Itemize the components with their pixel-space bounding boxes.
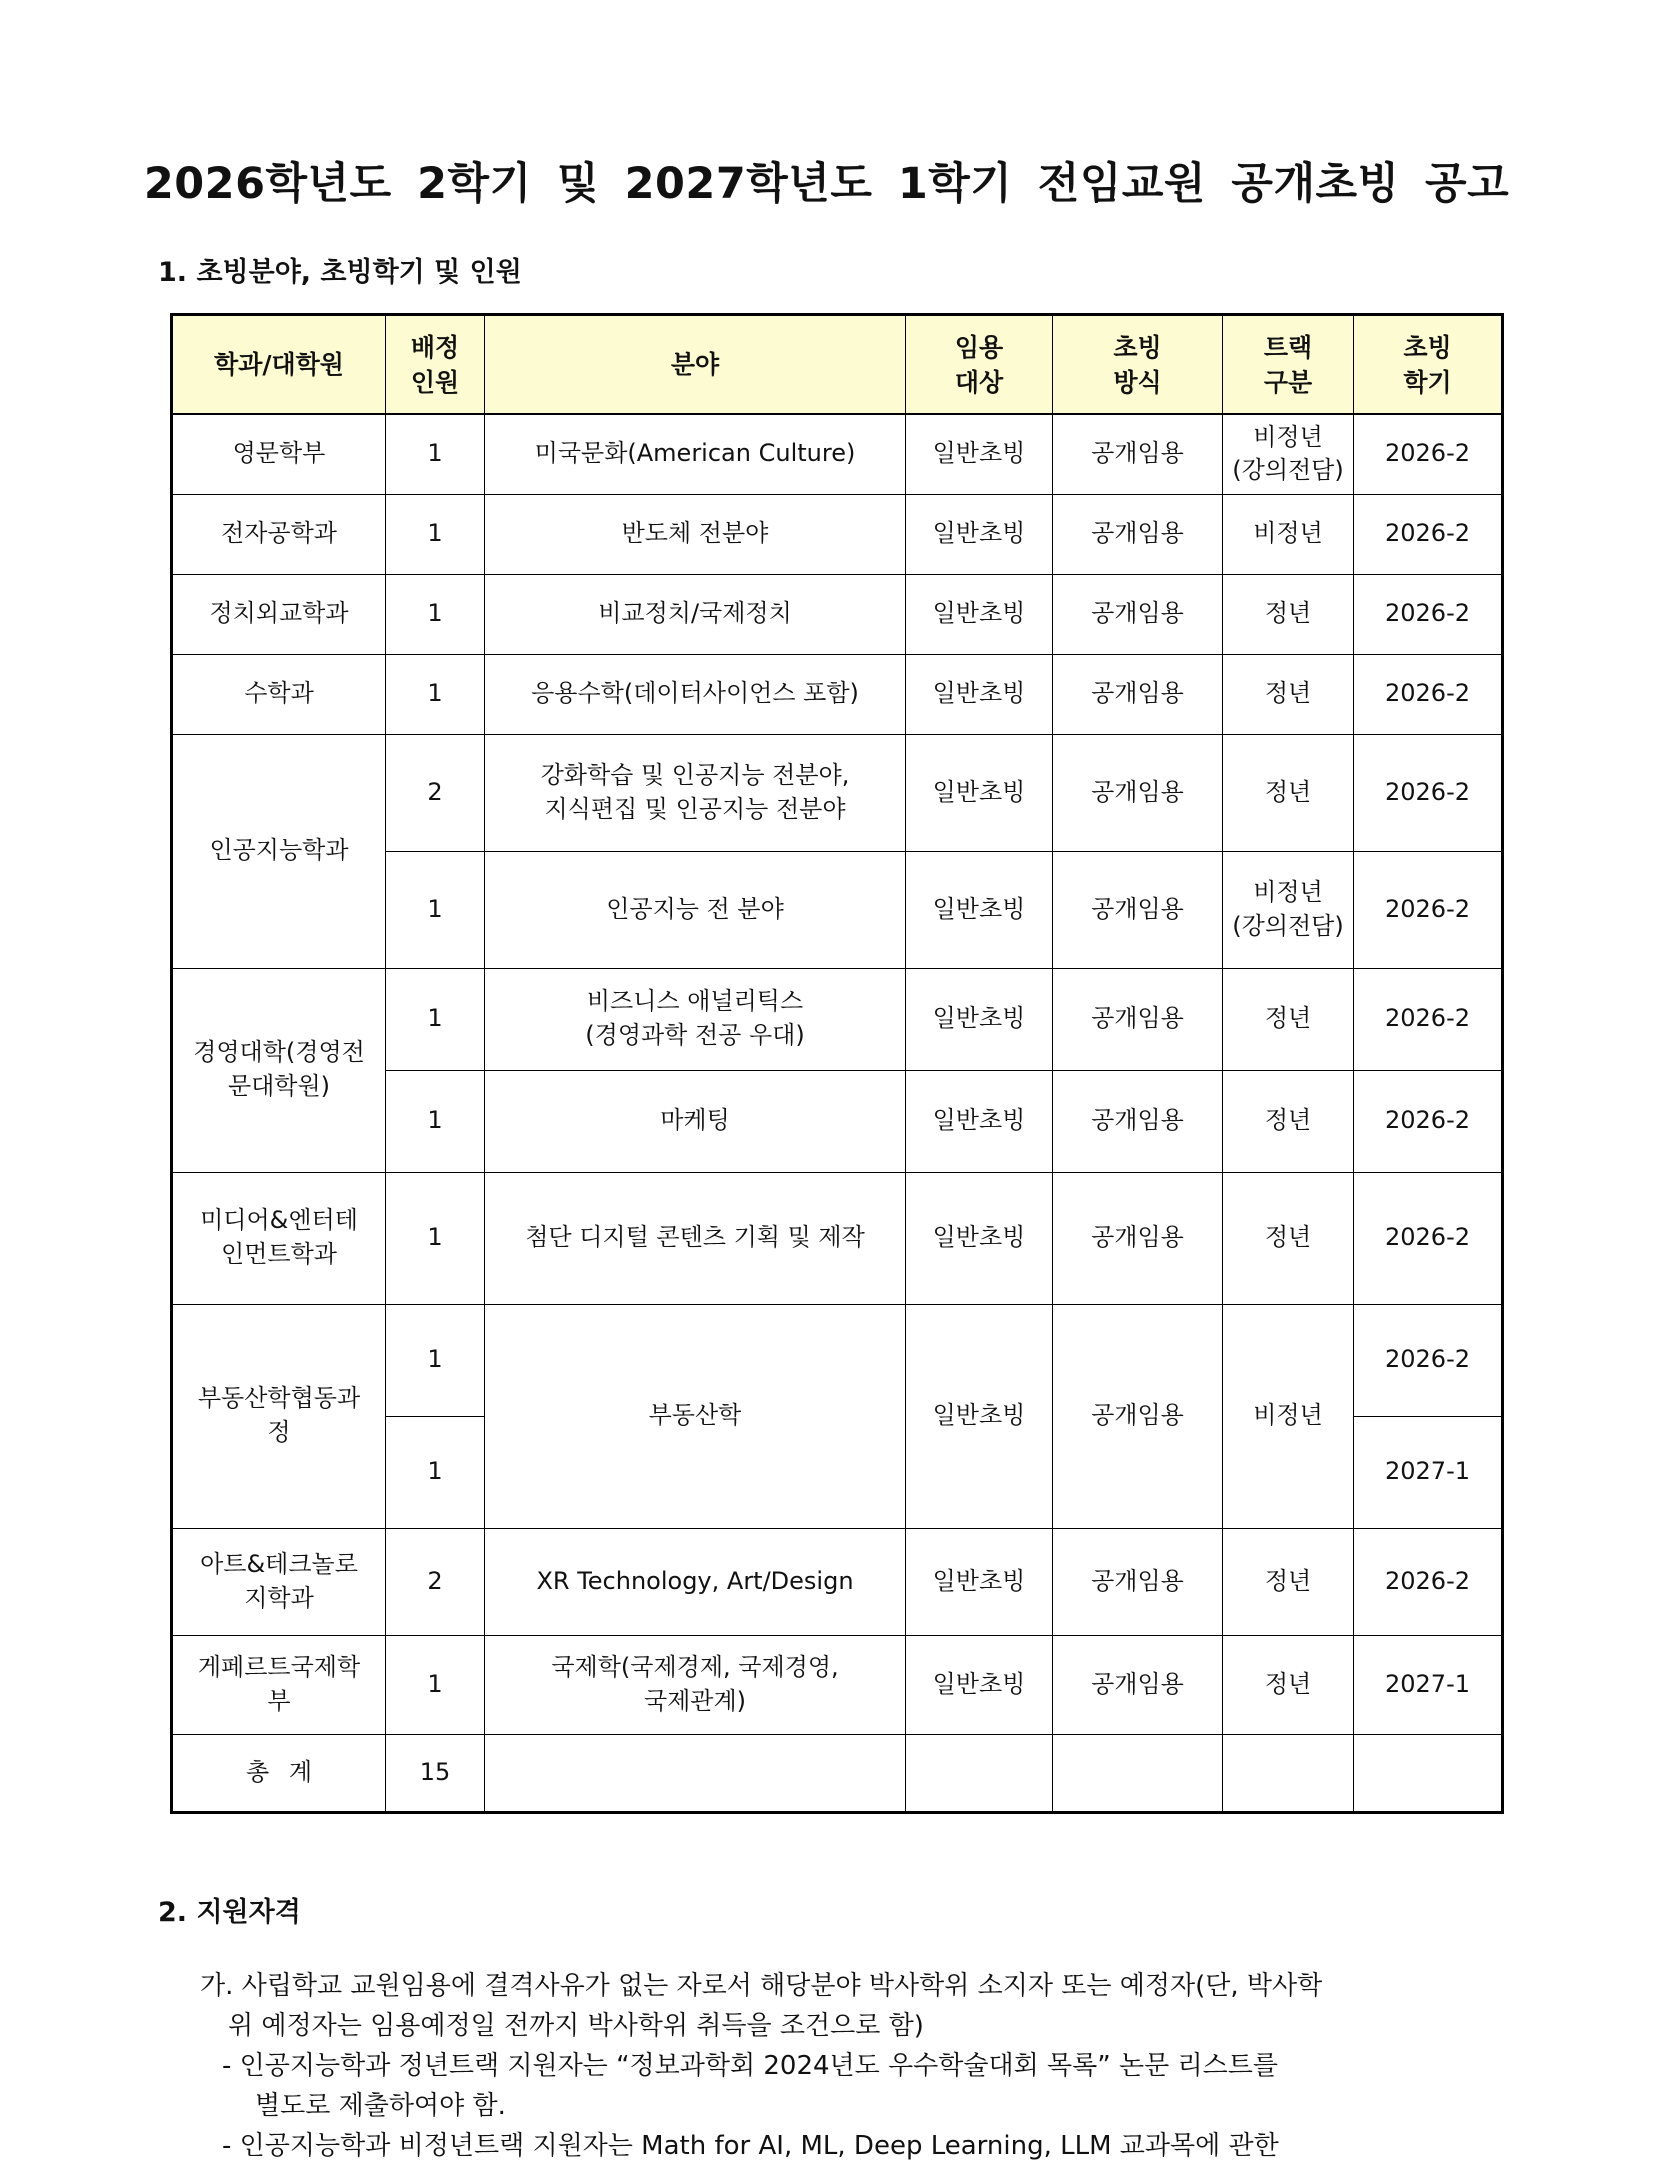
cell-target: 일반초빙 — [906, 968, 1053, 1070]
total-count: 15 — [386, 1734, 485, 1812]
cell-track: 정년 — [1223, 968, 1354, 1070]
section-1-heading: 1. 초빙분야, 초빙학기 및 인원 — [158, 257, 522, 288]
table-total-row — [172, 1734, 1503, 1812]
cell-method: 공개임용 — [1053, 654, 1223, 734]
cell-count: 1 — [386, 1070, 485, 1172]
cell-field: 미국문화(American Culture) — [485, 414, 906, 494]
cell-field: 마케팅 — [485, 1070, 906, 1172]
cell-method: 공개임용 — [1053, 414, 1223, 494]
header-target: 임용 대상 — [906, 315, 1053, 415]
cell-track: 비정년 (강의전담) — [1223, 414, 1354, 494]
cell-field: 반도체 전분야 — [485, 494, 906, 574]
table-row — [172, 494, 1503, 574]
cell-method: 공개임용 — [1053, 1304, 1223, 1528]
cell-count: 1 — [386, 968, 485, 1070]
cell-track: 정년 — [1223, 1172, 1354, 1304]
cell-dept: 영문학부 — [172, 414, 386, 494]
cell-method: 공개임용 — [1053, 734, 1223, 851]
cell-count: 1 — [386, 414, 485, 494]
cell-target: 일반초빙 — [906, 1172, 1053, 1304]
header-method: 초빙 방식 — [1053, 315, 1223, 415]
cell-track: 비정년 — [1223, 1304, 1354, 1528]
cell-term: 2026-2 — [1354, 574, 1503, 654]
qualification-ga-line2: 위 예정자는 임용예정일 전까지 박사학위 취득을 조건으로 함) — [228, 2011, 924, 2041]
cell-term: 2026-2 — [1354, 734, 1503, 851]
cell-target: 일반초빙 — [906, 494, 1053, 574]
cell-term: 2027-1 — [1354, 1635, 1503, 1734]
header-count: 배정 인원 — [386, 315, 485, 415]
cell-method: 공개임용 — [1053, 574, 1223, 654]
cell-count: 1 — [386, 1416, 485, 1528]
cell-term: 2026-2 — [1354, 968, 1503, 1070]
cell-count: 1 — [386, 574, 485, 654]
table-row — [172, 1172, 1503, 1304]
header-dept: 학과/대학원 — [172, 315, 386, 415]
section-2-heading: 2. 지원자격 — [158, 1897, 301, 1928]
table-row — [172, 1304, 1503, 1416]
cell-count: 2 — [386, 1528, 485, 1635]
cell-target: 일반초빙 — [906, 414, 1053, 494]
cell-field: 인공지능 전 분야 — [485, 851, 906, 968]
cell-field: XR Technology, Art/Design — [485, 1528, 906, 1635]
cell-track: 비정년 (강의전담) — [1223, 851, 1354, 968]
cell-dept: 미디어&엔터테 인먼트학과 — [172, 1172, 386, 1304]
cell-count: 1 — [386, 654, 485, 734]
qualification-dash1-line2: 별도로 제출하여야 함. — [255, 2091, 506, 2121]
total-empty-cell — [1053, 1734, 1223, 1812]
cell-dept: 인공지능학과 — [172, 734, 386, 968]
cell-target: 일반초빙 — [906, 851, 1053, 968]
cell-count: 1 — [386, 494, 485, 574]
header-track: 트랙 구분 — [1223, 315, 1354, 415]
cell-term: 2026-2 — [1354, 1070, 1503, 1172]
qualification-dash1-line1: - 인공지능학과 정년트랙 지원자는 “정보과학회 2024년도 우수학술대회 목록” 논문 리스트를 — [222, 2051, 1278, 2081]
cell-dept: 아트&테크놀로 지학과 — [172, 1528, 386, 1635]
cell-track: 정년 — [1223, 654, 1354, 734]
cell-field: 첨단 디지털 콘텐츠 기획 및 제작 — [485, 1172, 906, 1304]
cell-term: 2026-2 — [1354, 851, 1503, 968]
table-row — [172, 414, 1503, 494]
cell-target: 일반초빙 — [906, 1304, 1053, 1528]
cell-dept: 전자공학과 — [172, 494, 386, 574]
table-row — [172, 1528, 1503, 1635]
cell-target: 일반초빙 — [906, 1070, 1053, 1172]
cell-count: 1 — [386, 1304, 485, 1416]
cell-target: 일반초빙 — [906, 1635, 1053, 1734]
cell-count: 1 — [386, 851, 485, 968]
header-field: 분야 — [485, 315, 906, 415]
cell-method: 공개임용 — [1053, 1528, 1223, 1635]
cell-method: 공개임용 — [1053, 1635, 1223, 1734]
cell-target: 일반초빙 — [906, 574, 1053, 654]
total-label: 총 계 — [172, 1734, 386, 1812]
total-empty-cell — [906, 1734, 1053, 1812]
table-row — [172, 574, 1503, 654]
cell-term: 2026-2 — [1354, 494, 1503, 574]
cell-method: 공개임용 — [1053, 494, 1223, 574]
qualification-dash2-line1: - 인공지능학과 비정년트랙 지원자는 Math for AI, ML, Deep Learning, LLM 교과목에 관한 — [222, 2131, 1279, 2161]
recruitment-table — [170, 313, 1504, 1814]
cell-dept: 경영대학(경영전 문대학원) — [172, 968, 386, 1172]
cell-field: 국제학(국제경제, 국제경영, 국제관계) — [485, 1635, 906, 1734]
cell-dept: 정치외교학과 — [172, 574, 386, 654]
cell-target: 일반초빙 — [906, 734, 1053, 851]
total-empty-cell — [1223, 1734, 1354, 1812]
cell-dept: 수학과 — [172, 654, 386, 734]
cell-field: 비교정치/국제정치 — [485, 574, 906, 654]
cell-field: 비즈니스 애널리틱스 (경영과학 전공 우대) — [485, 968, 906, 1070]
total-empty-cell — [1354, 1734, 1503, 1812]
cell-dept: 게페르트국제학 부 — [172, 1635, 386, 1734]
table-row — [172, 734, 1503, 851]
total-empty-cell — [485, 1734, 906, 1812]
header-term: 초빙 학기 — [1354, 315, 1503, 415]
cell-field: 부동산학 — [485, 1304, 906, 1528]
cell-track: 정년 — [1223, 1528, 1354, 1635]
cell-count: 1 — [386, 1635, 485, 1734]
cell-track: 정년 — [1223, 1635, 1354, 1734]
cell-target: 일반초빙 — [906, 1528, 1053, 1635]
qualification-ga-line1: 가. 사립학교 교원임용에 결격사유가 없는 자로서 해당분야 박사학위 소지자 또는 예정자(단, 박사학 — [200, 1971, 1323, 2001]
table-row — [172, 1635, 1503, 1734]
cell-method: 공개임용 — [1053, 1070, 1223, 1172]
cell-count: 2 — [386, 734, 485, 851]
cell-method: 공개임용 — [1053, 968, 1223, 1070]
cell-method: 공개임용 — [1053, 1172, 1223, 1304]
cell-track: 정년 — [1223, 574, 1354, 654]
cell-dept: 부동산학협동과 정 — [172, 1304, 386, 1528]
cell-term: 2026-2 — [1354, 654, 1503, 734]
cell-count: 1 — [386, 1172, 485, 1304]
page-title: 2026학년도 2학기 및 2027학년도 1학기 전임교원 공개초빙 공고 — [143, 159, 1510, 209]
cell-target: 일반초빙 — [906, 654, 1053, 734]
cell-term: 2026-2 — [1354, 1172, 1503, 1304]
cell-term: 2026-2 — [1354, 414, 1503, 494]
table-row — [172, 968, 1503, 1070]
table-row — [172, 654, 1503, 734]
cell-track: 정년 — [1223, 734, 1354, 851]
table-header-row — [172, 315, 1503, 415]
cell-term: 2026-2 — [1354, 1304, 1503, 1416]
cell-track: 비정년 — [1223, 494, 1354, 574]
cell-field: 강화학습 및 인공지능 전분야, 지식편집 및 인공지능 전분야 — [485, 734, 906, 851]
cell-term: 2027-1 — [1354, 1416, 1503, 1528]
cell-method: 공개임용 — [1053, 851, 1223, 968]
qualification-text — [200, 1966, 1500, 2166]
cell-track: 정년 — [1223, 1070, 1354, 1172]
cell-field: 응용수학(데이터사이언스 포함) — [485, 654, 906, 734]
cell-term: 2026-2 — [1354, 1528, 1503, 1635]
